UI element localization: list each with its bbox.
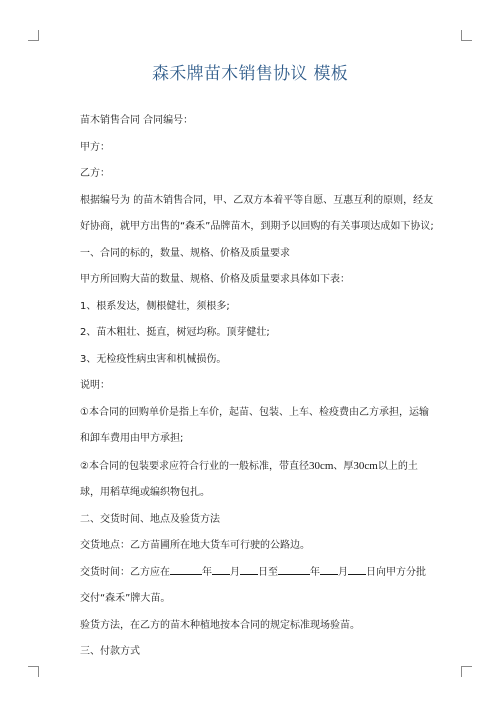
note-1-line-2: 和卸车费用由甲方承担;: [80, 433, 184, 444]
requirements-intro: 甲方所回购大苗的数量、规格、价格及质量要求具体如下表：: [80, 274, 350, 285]
delivery-time-line-2: 交付“森禾”牌大苗。: [80, 593, 171, 604]
note-2-text-pre: ②本合同的包装要求应符合行业的一般标准，带直径: [80, 460, 309, 472]
party-b-line: 乙方：: [80, 168, 110, 179]
delivery-time-label: 交货时间：乙方应在: [80, 566, 170, 578]
note-2-diameter-value: 30cm: [308, 459, 334, 472]
unit-day-to: 日至: [258, 566, 278, 578]
note-2-text-mid: 、厚: [333, 460, 354, 472]
section-3-heading: 三、付款方式: [80, 646, 140, 657]
inspection-method-line: 验货方法，在乙方的苗木种植地按本合同的规定标准现场验苗。: [80, 619, 360, 631]
section-1-heading: 一、合同的标的，数量、规格、价格及质量要求: [80, 247, 290, 259]
document-body: [80, 108, 436, 666]
intro-paragraph-line-2: 好协商，就甲方出售的“森禾”品牌苗木，到期予以回购的有关事项达成如下协议;: [80, 221, 434, 232]
note-1-line-1: ①本合同的回购单价是指上车价，起苗、包装、上车、检疫费由乙方承担，运输: [80, 406, 429, 418]
note-2-line-1: [80, 453, 436, 481]
note-2-thickness-value: 30cm: [353, 459, 378, 472]
party-a-line: 甲方：: [80, 141, 110, 153]
delivery-time-line-1: [80, 560, 436, 587]
unit-year-start: 年: [202, 566, 212, 578]
blank-day-start: [240, 563, 258, 575]
note-2-text-post: 以上的土: [377, 460, 418, 472]
note-2-line-2: 球，用稻草绳或编织物包扎。: [80, 487, 210, 498]
delivery-place-line: 交货地点：乙方苗圃所在地大货车可行驶的公路边。: [80, 540, 310, 551]
requirement-item-2: 2、苗木粗壮、挺直，树冠均称。顶芽健壮;: [80, 327, 270, 338]
blank-day-end: [348, 563, 366, 575]
unit-month-end: 月: [338, 566, 348, 578]
blank-year-end: [278, 563, 310, 575]
page-corner-mark-bottom-right: [461, 666, 472, 677]
unit-day-send: 日向甲方分批: [366, 566, 426, 578]
blank-month-start: [212, 563, 230, 575]
contract-number-line: 苗木销售合同 合同编号：: [80, 115, 194, 126]
requirement-item-3: 3、无检疫性病虫害和机械损伤。: [80, 353, 227, 365]
blank-month-end: [320, 563, 338, 575]
blank-year-start: [170, 563, 202, 575]
note-label: 说明：: [80, 380, 110, 391]
intro-paragraph-line-1: 根据编号为 的苗木销售合同，甲、乙双方本着平等自愿、互惠互利的原则，经友: [80, 194, 434, 206]
page-corner-mark-top-left: [28, 30, 39, 41]
page-corner-mark-bottom-left: [28, 666, 39, 677]
page-corner-mark-top-right: [461, 30, 472, 41]
requirement-item-1: 1、根系发达，侧根健壮，须根多;: [80, 300, 230, 312]
unit-year-end: 年: [310, 566, 320, 578]
document-title: 森禾牌苗木销售协议 模板: [151, 64, 348, 84]
unit-month-start: 月: [230, 566, 240, 578]
section-2-heading: 二、交货时间、地点及验货方法: [80, 513, 220, 525]
